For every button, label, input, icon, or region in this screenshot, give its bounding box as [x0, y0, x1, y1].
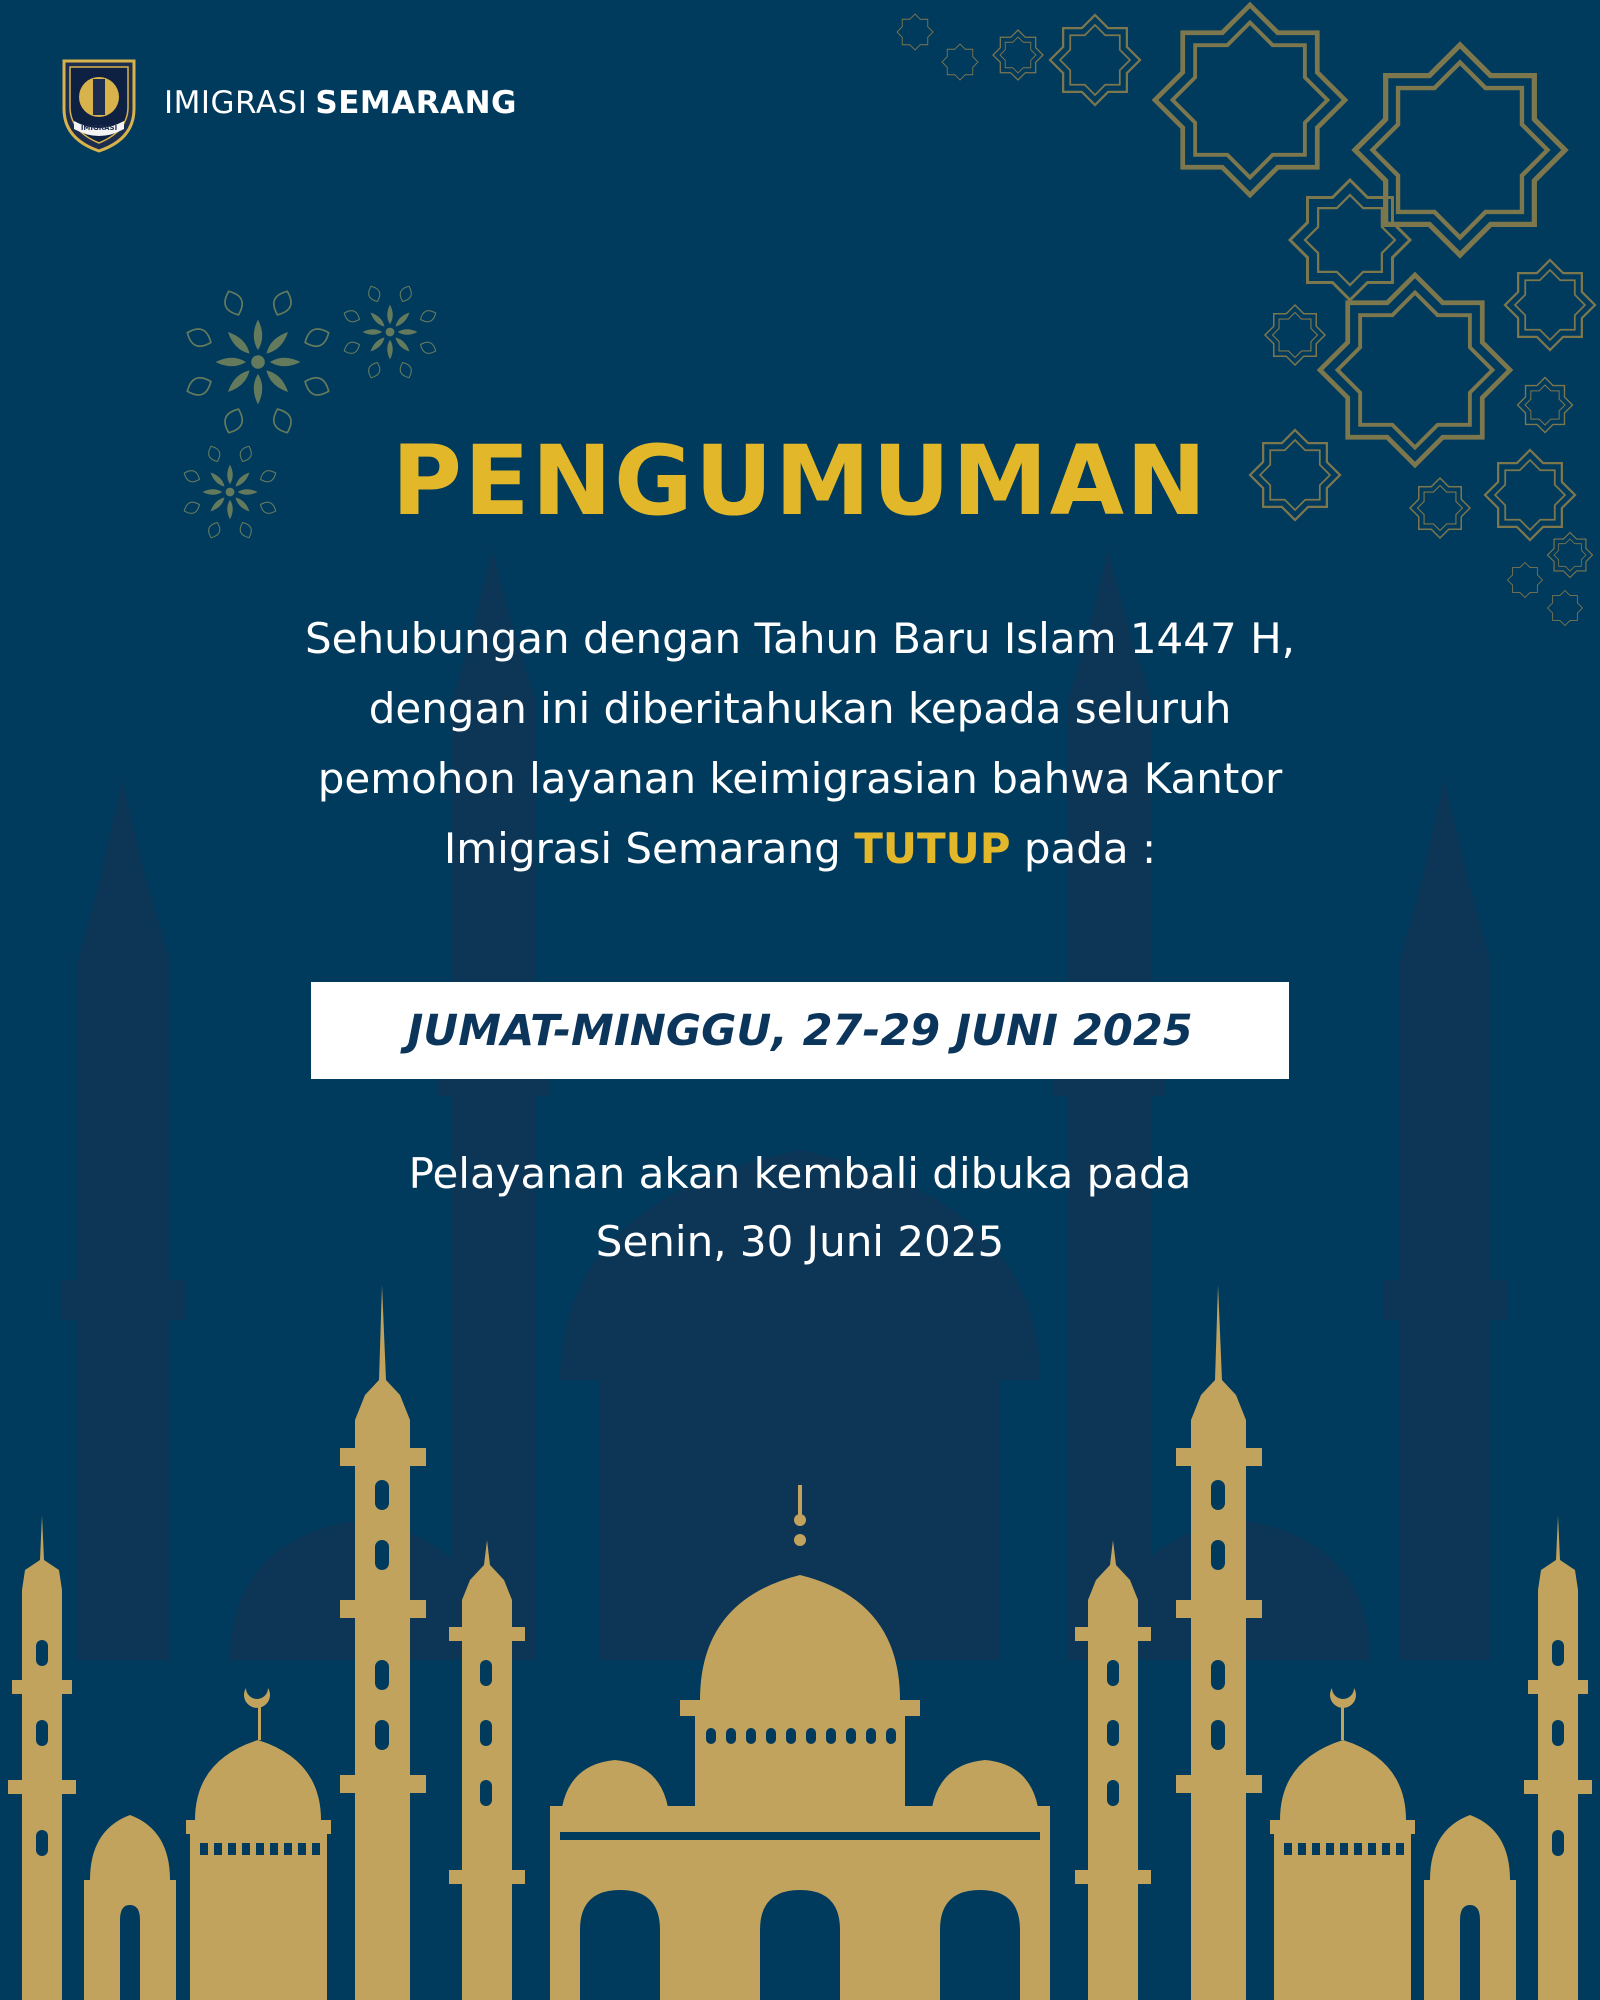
closed-dates-text: JUMAT-MINGGU, 27-29 JUNI 2025 [407, 1005, 1193, 1056]
closed-dates-banner [311, 982, 1289, 1079]
imigrasi-emblem-icon [56, 51, 142, 155]
brand-name-part1: IMIGRASI [164, 85, 308, 121]
body-line-4-prefix: Imigrasi Semarang [443, 824, 841, 873]
body-line-1: Sehubungan dengan Tahun Baru Islam 1447 H, [304, 614, 1296, 663]
reopen-notice [300, 1140, 1300, 1276]
body-line-3: pemohon layanan keimigrasian bahwa Kantor [317, 754, 1283, 803]
closed-highlight: TUTUP [854, 824, 1011, 873]
svg-text:IMIGRASI: IMIGRASI [80, 124, 118, 132]
brand-header [56, 48, 517, 158]
announcement-body [220, 604, 1380, 884]
page-title: PENGUMUMAN [391, 425, 1209, 537]
brand-name-part2: SEMARANG [315, 85, 517, 121]
brand-name [164, 85, 517, 121]
body-line-4 [220, 814, 1380, 884]
body-line-4-suffix: pada : [1023, 824, 1157, 873]
body-line-2: dengan ini diberitahukan kepada seluruh [368, 684, 1232, 733]
reopen-line-2: Senin, 30 Juni 2025 [595, 1217, 1005, 1266]
reopen-line-1: Pelayanan akan kembali dibuka pada [408, 1149, 1192, 1198]
